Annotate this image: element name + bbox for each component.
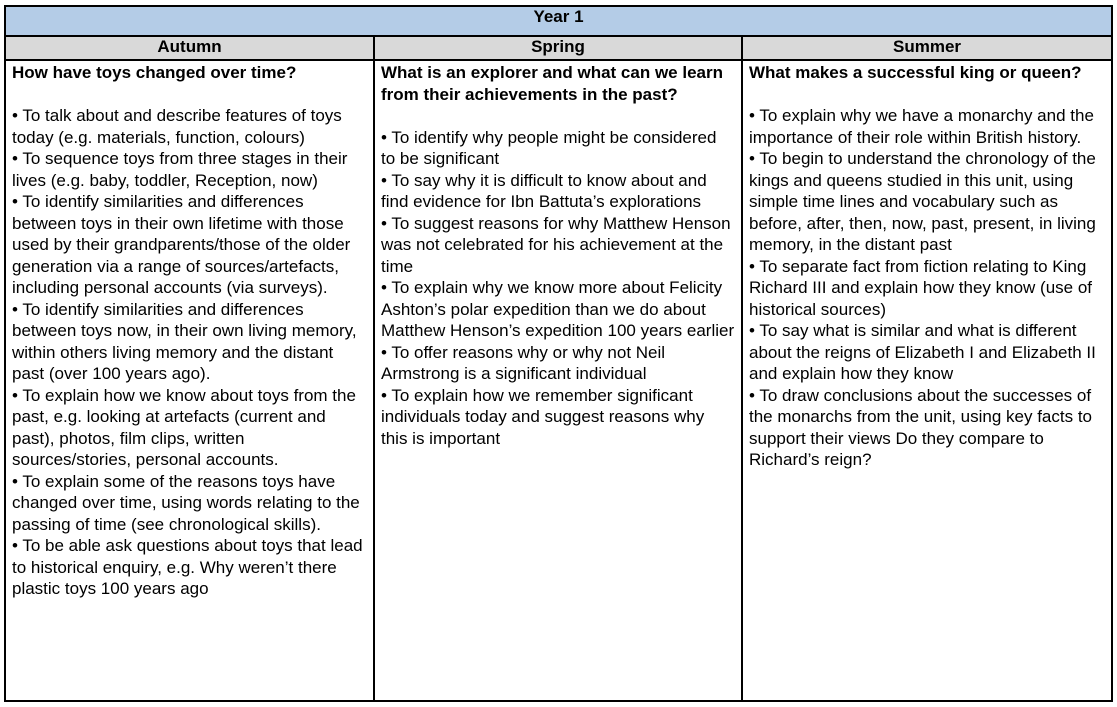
- season-header-row: [5, 36, 1112, 60]
- curriculum-table: [4, 5, 1113, 702]
- list-item: • To offer reasons why or why not Neil Armstrong is a significant individual: [381, 342, 666, 383]
- spring-question: What is an explorer and what can we learn from their achievements in the past?: [381, 63, 723, 104]
- content-row: [5, 60, 1112, 701]
- list-item: • To be able ask questions about toys that lead to historical enquiry, e.g. Why weren’t there plastic toys 100 years ago: [12, 536, 363, 598]
- season-header-summer: Summer: [742, 36, 1112, 60]
- list-item: • To explain why we know more about Felicity Ashton’s polar expedition than we do about Matthew Henson’s expedition 100 years earlier: [381, 278, 735, 340]
- autumn-objectives: [12, 105, 367, 600]
- season-header-spring: Spring: [374, 36, 742, 60]
- list-item: • To begin to understand the chronology of the kings and queens studied in this unit, using simple time lines and vocabulary such as before, after, then, now, past, present, in living memory, in the distant past: [749, 149, 1096, 254]
- list-item: • To sequence toys from three stages in their lives (e.g. baby, toddler, Reception, now): [12, 149, 348, 190]
- list-item: • To explain how we know about toys from the past, e.g. looking at artefacts (current and past), photos, film clips, written sources/stories, personal accounts.: [12, 385, 356, 469]
- list-item: • To explain some of the reasons toys have changed over time, using words relating to the passing of time (see chronological skills).: [12, 471, 360, 534]
- list-item: • To separate fact from fiction relating to King Richard III and explain how they know (use of historical sources): [749, 256, 1093, 319]
- list-item: • To draw conclusions about the successes of the monarchs from the unit, using key facts to support their views Do they compare to Richard’s reign?: [749, 385, 1092, 469]
- season-header-autumn: Autumn: [5, 36, 374, 60]
- list-item: • To identify why people might be considered to be significant: [381, 127, 717, 168]
- spring-objectives: [381, 127, 735, 450]
- list-item: • To say what is similar and what is different about the reigns of Elizabeth I and Elizabeth II and explain how they know: [749, 321, 1096, 383]
- summer-cell: [742, 60, 1112, 701]
- summer-question: What makes a successful king or queen?: [749, 63, 1082, 82]
- autumn-question: How have toys changed over time?: [12, 63, 297, 82]
- year-header-row: [5, 6, 1112, 36]
- list-item: • To explain how we remember significant individuals today and suggest reasons why this is important: [381, 385, 705, 448]
- list-item: • To suggest reasons for why Matthew Henson was not celebrated for his achievement at the time: [381, 213, 731, 276]
- spring-cell: [374, 60, 742, 701]
- list-item: • To identify similarities and differences between toys now, in their own living memory, within others living memory and the distant past (over 100 years ago).: [12, 299, 357, 383]
- list-item: • To say why it is difficult to know about and find evidence for Ibn Battuta’s explorations: [381, 170, 707, 211]
- year-title: Year 1: [5, 6, 1112, 36]
- summer-objectives: [749, 105, 1105, 471]
- list-item: • To identify similarities and differences between toys in their own lifetime with those used by their grandparents/those of the older generation via a range of sources/artefacts, including personal accounts (via surveys).: [12, 192, 351, 297]
- list-item: • To talk about and describe features of toys today (e.g. materials, function, colours): [12, 106, 342, 147]
- autumn-cell: [5, 60, 374, 701]
- list-item: • To explain why we have a monarchy and the importance of their role within British history.: [749, 106, 1094, 147]
